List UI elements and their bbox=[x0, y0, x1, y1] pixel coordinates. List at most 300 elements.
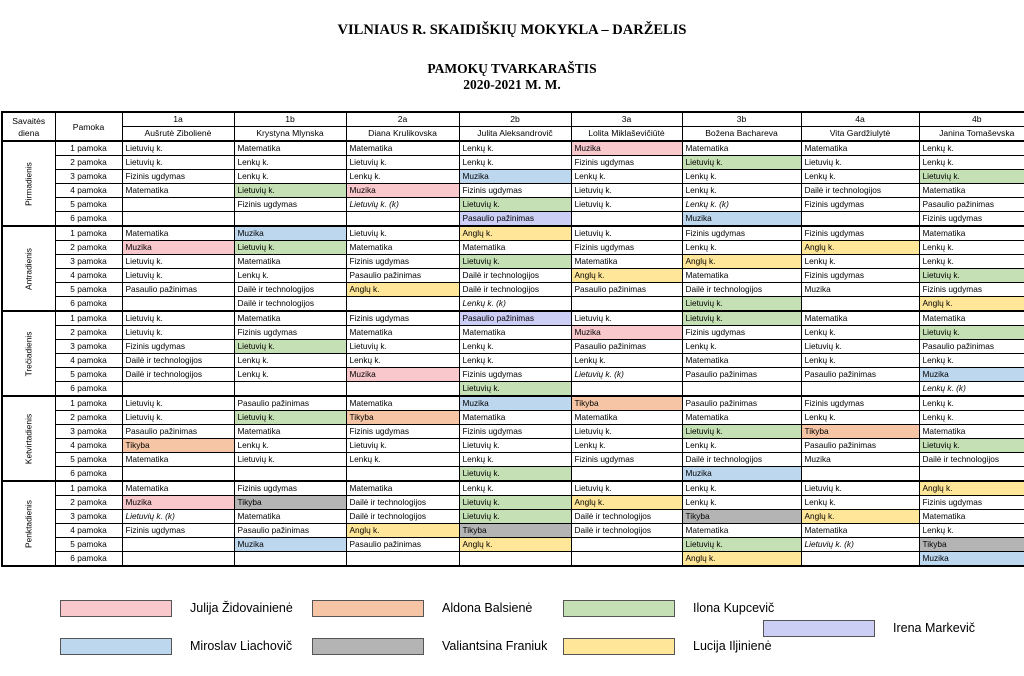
subject-cell: Lietuvių k. bbox=[459, 255, 571, 269]
subject-cell: Lietuvių k. bbox=[919, 439, 1024, 453]
subject-cell: Pasaulio pažinimas bbox=[801, 368, 919, 382]
subject-cell: Anglų k. bbox=[571, 269, 682, 283]
subject-cell: Muzika bbox=[571, 141, 682, 156]
subject-cell: Muzika bbox=[234, 226, 346, 241]
subject-cell: Matematika bbox=[459, 241, 571, 255]
legend-label: Julija Židovainienė bbox=[190, 601, 293, 615]
subject-cell: Lietuvių k. bbox=[801, 481, 919, 496]
subject-cell bbox=[571, 538, 682, 552]
subject-cell: Lenkų k. (k) bbox=[682, 198, 801, 212]
subject-cell: Lenkų k. bbox=[801, 354, 919, 368]
subject-cell: Matematika bbox=[919, 311, 1024, 326]
lesson-row bbox=[2, 425, 1024, 439]
subject-cell: Dailė ir technologijos bbox=[234, 297, 346, 312]
subject-cell: Lietuvių k. (k) bbox=[571, 368, 682, 382]
subject-cell: Lietuvių k. bbox=[122, 411, 234, 425]
schedule-doc-title: PAMOKŲ TVARKARAŠTIS bbox=[427, 61, 597, 76]
subject-cell: Dailė ir technologijos bbox=[919, 453, 1024, 467]
class-teacher: Diana Krulikovska bbox=[346, 127, 459, 142]
subject-cell: Pasaulio pažinimas bbox=[234, 396, 346, 411]
subject-cell: Tikyba bbox=[919, 538, 1024, 552]
lesson-number: 3 pamoka bbox=[55, 170, 122, 184]
day-cell bbox=[2, 226, 55, 311]
subject-cell: Lenkų k. bbox=[459, 453, 571, 467]
lesson-row bbox=[2, 552, 1024, 567]
subject-cell: Matematika bbox=[234, 425, 346, 439]
subject-cell: Fizinis ugdymas bbox=[801, 198, 919, 212]
header-day: Savaitės diena bbox=[2, 112, 55, 141]
subject-cell bbox=[234, 382, 346, 397]
subject-cell: Pasaulio pažinimas bbox=[801, 439, 919, 453]
subject-cell: Tikyba bbox=[459, 524, 571, 538]
subject-cell: Fizinis ugdymas bbox=[459, 368, 571, 382]
subject-cell: Matematika bbox=[459, 326, 571, 340]
lesson-row bbox=[2, 467, 1024, 482]
header-lesson: Pamoka bbox=[55, 112, 122, 141]
subject-cell: Anglų k. bbox=[801, 241, 919, 255]
subject-cell: Matematika bbox=[919, 226, 1024, 241]
legend-label: Irena Markevič bbox=[893, 621, 975, 635]
subject-cell: Matematika bbox=[234, 311, 346, 326]
subject-cell: Lietuvių k. bbox=[122, 396, 234, 411]
subject-cell: Lietuvių k. bbox=[234, 411, 346, 425]
class-code: 1a bbox=[122, 112, 234, 127]
subject-cell: Anglų k. bbox=[571, 496, 682, 510]
subject-cell bbox=[234, 552, 346, 567]
subject-cell: Muzika bbox=[682, 212, 801, 227]
lesson-number: 4 pamoka bbox=[55, 269, 122, 283]
subject-cell: Fizinis ugdymas bbox=[682, 326, 801, 340]
lesson-row bbox=[2, 411, 1024, 425]
lesson-row bbox=[2, 184, 1024, 198]
subject-cell: Muzika bbox=[234, 538, 346, 552]
lesson-number: 2 pamoka bbox=[55, 496, 122, 510]
subject-cell: Lenkų k. bbox=[234, 269, 346, 283]
subject-cell bbox=[122, 382, 234, 397]
subject-cell bbox=[346, 297, 459, 312]
day-label: Penktadienis bbox=[23, 499, 34, 548]
class-teacher: Aušrutė Zibolienė bbox=[122, 127, 234, 142]
day-cell bbox=[2, 311, 55, 396]
subject-cell bbox=[801, 467, 919, 482]
class-teacher: Božena Bachareva bbox=[682, 127, 801, 142]
subject-cell: Muzika bbox=[122, 496, 234, 510]
subject-cell: Fizinis ugdymas bbox=[801, 269, 919, 283]
subject-cell: Tikyba bbox=[682, 510, 801, 524]
subject-cell bbox=[571, 467, 682, 482]
class-code: 3b bbox=[682, 112, 801, 127]
lesson-number: 5 pamoka bbox=[55, 538, 122, 552]
subject-cell: Fizinis ugdymas bbox=[801, 226, 919, 241]
class-teacher: Krystyna Mlynska bbox=[234, 127, 346, 142]
lesson-number: 3 pamoka bbox=[55, 340, 122, 354]
lesson-row bbox=[2, 297, 1024, 312]
legend-swatch bbox=[60, 638, 172, 655]
subject-cell bbox=[801, 297, 919, 312]
subject-cell: Lietuvių k. bbox=[459, 467, 571, 482]
subject-cell: Lenkų k. bbox=[919, 241, 1024, 255]
subject-cell bbox=[571, 382, 682, 397]
subject-cell: Fizinis ugdymas bbox=[459, 425, 571, 439]
lesson-row bbox=[2, 340, 1024, 354]
class-code: 4b bbox=[919, 112, 1024, 127]
subject-cell: Tikyba bbox=[234, 496, 346, 510]
subject-cell: Lenkų k. bbox=[682, 184, 801, 198]
subject-cell bbox=[571, 212, 682, 227]
lesson-number: 5 pamoka bbox=[55, 198, 122, 212]
subject-cell: Lietuvių k. (k) bbox=[801, 538, 919, 552]
subject-cell: Tikyba bbox=[801, 425, 919, 439]
subject-cell: Pasaulio pažinimas bbox=[919, 340, 1024, 354]
subject-cell: Matematika bbox=[682, 141, 801, 156]
subject-cell bbox=[682, 382, 801, 397]
subject-cell: Fizinis ugdymas bbox=[919, 496, 1024, 510]
lesson-number: 1 pamoka bbox=[55, 481, 122, 496]
subject-cell: Lietuvių k. bbox=[346, 439, 459, 453]
subject-cell: Pasaulio pažinimas bbox=[122, 283, 234, 297]
class-code: 3a bbox=[571, 112, 682, 127]
class-teacher: Vita Gardžiulytė bbox=[801, 127, 919, 142]
subject-cell: Lietuvių k. bbox=[122, 311, 234, 326]
subject-cell: Pasaulio pažinimas bbox=[682, 368, 801, 382]
subject-cell: Fizinis ugdymas bbox=[571, 156, 682, 170]
subject-cell: Anglų k. bbox=[346, 283, 459, 297]
subject-cell: Muzika bbox=[571, 326, 682, 340]
subject-cell: Fizinis ugdymas bbox=[571, 453, 682, 467]
class-code: 2a bbox=[346, 112, 459, 127]
lesson-number: 3 pamoka bbox=[55, 255, 122, 269]
lesson-number: 1 pamoka bbox=[55, 141, 122, 156]
subject-cell: Lenkų k. bbox=[571, 170, 682, 184]
subject-cell: Lietuvių k. bbox=[682, 156, 801, 170]
subject-cell bbox=[346, 552, 459, 567]
subject-cell: Matematika bbox=[571, 411, 682, 425]
subject-cell: Matematika bbox=[122, 184, 234, 198]
legend-label: Valiantsina Franiuk bbox=[442, 639, 548, 653]
subject-cell: Dailė ir technologijos bbox=[346, 496, 459, 510]
subject-cell: Dailė ir technologijos bbox=[682, 453, 801, 467]
subject-cell: Fizinis ugdymas bbox=[122, 170, 234, 184]
subject-cell bbox=[346, 212, 459, 227]
subject-cell: Lietuvių k. (k) bbox=[346, 198, 459, 212]
subject-cell bbox=[122, 297, 234, 312]
subject-cell: Lietuvių k. bbox=[571, 184, 682, 198]
subject-cell: Lietuvių k. bbox=[459, 198, 571, 212]
class-teacher: Janina Tomaševska bbox=[919, 127, 1024, 142]
lesson-row bbox=[2, 396, 1024, 411]
lesson-number: 6 pamoka bbox=[55, 297, 122, 312]
subject-cell: Fizinis ugdymas bbox=[346, 255, 459, 269]
subject-cell bbox=[122, 552, 234, 567]
legend-swatch bbox=[763, 620, 875, 637]
lesson-number: 6 pamoka bbox=[55, 552, 122, 567]
subject-cell bbox=[801, 552, 919, 567]
lesson-row bbox=[2, 269, 1024, 283]
lesson-row bbox=[2, 354, 1024, 368]
subject-cell: Lietuvių k. bbox=[346, 340, 459, 354]
lesson-number: 1 pamoka bbox=[55, 311, 122, 326]
subject-cell: Anglų k. bbox=[919, 481, 1024, 496]
subject-cell: Anglų k. bbox=[459, 226, 571, 241]
subject-cell: Dailė ir technologijos bbox=[571, 524, 682, 538]
subject-cell: Pasaulio pažinimas bbox=[571, 340, 682, 354]
lesson-number: 1 pamoka bbox=[55, 396, 122, 411]
subject-cell: Fizinis ugdymas bbox=[122, 340, 234, 354]
subject-cell: Lenkų k. bbox=[919, 396, 1024, 411]
legend-label: Miroslav Liachovič bbox=[190, 639, 293, 653]
lesson-row bbox=[2, 368, 1024, 382]
subject-cell bbox=[919, 467, 1024, 482]
subject-cell: Lietuvių k. bbox=[682, 311, 801, 326]
subject-cell: Lenkų k. bbox=[919, 354, 1024, 368]
subject-cell: Lenkų k. bbox=[919, 411, 1024, 425]
subject-cell: Muzika bbox=[919, 552, 1024, 567]
subject-cell: Matematika bbox=[122, 226, 234, 241]
subject-cell bbox=[122, 467, 234, 482]
subject-cell: Lietuvių k. bbox=[346, 226, 459, 241]
legend-swatch bbox=[60, 600, 172, 617]
subject-cell: Matematika bbox=[801, 141, 919, 156]
subject-cell: Lietuvių k. bbox=[919, 269, 1024, 283]
lesson-number: 4 pamoka bbox=[55, 439, 122, 453]
subject-cell: Anglų k. bbox=[346, 524, 459, 538]
lesson-row bbox=[2, 538, 1024, 552]
subject-cell: Dailė ir technologijos bbox=[122, 354, 234, 368]
subject-cell: Matematika bbox=[919, 184, 1024, 198]
subject-cell: Lenkų k. bbox=[801, 326, 919, 340]
subject-cell: Lenkų k. bbox=[919, 156, 1024, 170]
subject-cell: Lietuvių k. bbox=[122, 141, 234, 156]
subject-cell: Fizinis ugdymas bbox=[801, 396, 919, 411]
subject-cell: Lenkų k. bbox=[571, 439, 682, 453]
subject-cell: Lenkų k. bbox=[234, 439, 346, 453]
lesson-row bbox=[2, 453, 1024, 467]
subject-cell: Matematika bbox=[234, 255, 346, 269]
day-label: Antradienis bbox=[23, 247, 34, 290]
subject-cell: Dailė ir technologijos bbox=[122, 368, 234, 382]
school-year: 2020-2021 M. M. bbox=[463, 77, 561, 92]
legend-label: Lucija Iljinienė bbox=[693, 639, 772, 653]
lesson-row bbox=[2, 283, 1024, 297]
subject-cell: Tikyba bbox=[571, 396, 682, 411]
subject-cell: Anglų k. bbox=[459, 538, 571, 552]
lesson-row bbox=[2, 170, 1024, 184]
subject-cell: Lietuvių k. bbox=[234, 340, 346, 354]
lesson-number: 6 pamoka bbox=[55, 467, 122, 482]
legend-swatch bbox=[563, 600, 675, 617]
subject-cell: Fizinis ugdymas bbox=[459, 184, 571, 198]
lesson-number: 6 pamoka bbox=[55, 382, 122, 397]
lesson-number: 2 pamoka bbox=[55, 411, 122, 425]
subject-cell: Pasaulio pažinimas bbox=[459, 212, 571, 227]
subject-cell: Lietuvių k. bbox=[459, 510, 571, 524]
subject-cell: Lietuvių k. bbox=[919, 170, 1024, 184]
subject-cell: Dailė ir technologijos bbox=[346, 510, 459, 524]
lesson-number: 2 pamoka bbox=[55, 241, 122, 255]
day-label: Pirmadienis bbox=[23, 161, 34, 206]
subject-cell: Pasaulio pažinimas bbox=[571, 283, 682, 297]
subject-cell: Matematika bbox=[234, 510, 346, 524]
subject-cell: Lenkų k. bbox=[459, 340, 571, 354]
subject-cell: Lietuvių k. bbox=[801, 340, 919, 354]
subject-cell bbox=[122, 198, 234, 212]
subject-cell bbox=[234, 467, 346, 482]
lesson-number: 3 pamoka bbox=[55, 510, 122, 524]
class-teacher: Lolita Miklaševičiūtė bbox=[571, 127, 682, 142]
subject-cell: Matematika bbox=[346, 141, 459, 156]
subject-cell: Fizinis ugdymas bbox=[234, 481, 346, 496]
lesson-number: 6 pamoka bbox=[55, 212, 122, 227]
lesson-row bbox=[2, 241, 1024, 255]
lesson-number: 4 pamoka bbox=[55, 354, 122, 368]
subject-cell: Matematika bbox=[682, 411, 801, 425]
subject-cell: Lenkų k. bbox=[234, 368, 346, 382]
subject-cell: Lietuvių k. bbox=[571, 311, 682, 326]
subject-cell: Fizinis ugdymas bbox=[919, 283, 1024, 297]
subject-cell: Pasaulio pažinimas bbox=[346, 538, 459, 552]
subject-cell: Lietuvių k. bbox=[682, 297, 801, 312]
subject-cell: Lietuvių k. bbox=[122, 326, 234, 340]
subject-cell: Fizinis ugdymas bbox=[234, 198, 346, 212]
subject-cell: Pasaulio pažinimas bbox=[234, 524, 346, 538]
lesson-number: 5 pamoka bbox=[55, 453, 122, 467]
subject-cell: Matematika bbox=[346, 396, 459, 411]
subject-cell: Matematika bbox=[346, 326, 459, 340]
subject-cell: Lenkų k. bbox=[801, 255, 919, 269]
subject-cell: Lenkų k. bbox=[682, 439, 801, 453]
subject-cell: Lenkų k. bbox=[919, 524, 1024, 538]
subject-cell: Lenkų k. bbox=[459, 481, 571, 496]
subject-cell: Matematika bbox=[459, 411, 571, 425]
lesson-number: 2 pamoka bbox=[55, 156, 122, 170]
subject-cell bbox=[571, 552, 682, 567]
subject-cell: Muzika bbox=[346, 368, 459, 382]
lesson-number: 1 pamoka bbox=[55, 226, 122, 241]
subject-cell: Lenkų k. bbox=[346, 453, 459, 467]
subject-cell: Lietuvių k. bbox=[571, 481, 682, 496]
subject-cell: Lenkų k. bbox=[919, 141, 1024, 156]
subject-cell: Lenkų k. bbox=[234, 354, 346, 368]
lesson-row bbox=[2, 156, 1024, 170]
subject-cell: Fizinis ugdymas bbox=[919, 212, 1024, 227]
subject-cell bbox=[122, 212, 234, 227]
day-cell bbox=[2, 396, 55, 481]
subject-cell: Lenkų k. (k) bbox=[459, 297, 571, 312]
lesson-row bbox=[2, 226, 1024, 241]
class-code: 2b bbox=[459, 112, 571, 127]
subject-cell: Matematika bbox=[122, 453, 234, 467]
subject-cell: Lenkų k. bbox=[234, 156, 346, 170]
timetable bbox=[1, 111, 1024, 567]
subject-cell bbox=[346, 382, 459, 397]
subject-cell: Matematika bbox=[801, 311, 919, 326]
subject-cell: Matematika bbox=[346, 481, 459, 496]
subject-cell: Pasaulio pažinimas bbox=[346, 269, 459, 283]
lesson-row bbox=[2, 510, 1024, 524]
subject-cell: Muzika bbox=[122, 241, 234, 255]
subject-cell: Matematika bbox=[346, 241, 459, 255]
subject-cell: Lenkų k. bbox=[682, 241, 801, 255]
lesson-row bbox=[2, 311, 1024, 326]
subject-cell: Lietuvių k. bbox=[919, 326, 1024, 340]
subject-cell bbox=[801, 382, 919, 397]
subject-cell: Lietuvių k. bbox=[571, 198, 682, 212]
lesson-row bbox=[2, 198, 1024, 212]
subject-cell: Pasaulio pažinimas bbox=[122, 425, 234, 439]
subject-cell: Lietuvių k. bbox=[234, 453, 346, 467]
subject-cell: Muzika bbox=[346, 184, 459, 198]
subject-cell bbox=[122, 538, 234, 552]
subject-cell: Anglų k. bbox=[682, 552, 801, 567]
schedule-title bbox=[0, 61, 1024, 93]
subject-cell bbox=[571, 297, 682, 312]
subject-cell: Fizinis ugdymas bbox=[571, 241, 682, 255]
subject-cell bbox=[459, 552, 571, 567]
subject-cell: Lietuvių k. bbox=[346, 156, 459, 170]
subject-cell: Lenkų k. bbox=[682, 340, 801, 354]
subject-cell: Lenkų k. bbox=[459, 141, 571, 156]
subject-cell: Lenkų k. bbox=[459, 354, 571, 368]
subject-cell: Lietuvių k. bbox=[459, 496, 571, 510]
subject-cell: Tikyba bbox=[122, 439, 234, 453]
subject-cell: Tikyba bbox=[346, 411, 459, 425]
lesson-row bbox=[2, 141, 1024, 156]
subject-cell bbox=[801, 212, 919, 227]
day-cell bbox=[2, 481, 55, 566]
subject-cell: Lietuvių k. bbox=[571, 226, 682, 241]
subject-cell: Muzika bbox=[682, 467, 801, 482]
lesson-row bbox=[2, 439, 1024, 453]
subject-cell: Fizinis ugdymas bbox=[122, 524, 234, 538]
subject-cell: Pasaulio pažinimas bbox=[919, 198, 1024, 212]
subject-cell: Lenkų k. (k) bbox=[919, 382, 1024, 397]
subject-cell: Lietuvių k. bbox=[682, 538, 801, 552]
subject-cell: Dailė ir technologijos bbox=[682, 283, 801, 297]
subject-cell: Lenkų k. bbox=[801, 170, 919, 184]
subject-cell: Pasaulio pažinimas bbox=[459, 311, 571, 326]
subject-cell: Lenkų k. bbox=[682, 481, 801, 496]
subject-cell: Muzika bbox=[801, 453, 919, 467]
subject-cell: Lietuvių k. bbox=[122, 255, 234, 269]
subject-cell: Anglų k. bbox=[919, 297, 1024, 312]
subject-cell: Matematika bbox=[682, 354, 801, 368]
subject-cell: Lietuvių k. bbox=[459, 382, 571, 397]
subject-cell: Fizinis ugdymas bbox=[346, 425, 459, 439]
subject-cell: Muzika bbox=[801, 283, 919, 297]
subject-cell: Fizinis ugdymas bbox=[682, 226, 801, 241]
subject-cell bbox=[234, 212, 346, 227]
lesson-row bbox=[2, 255, 1024, 269]
subject-cell: Muzika bbox=[459, 396, 571, 411]
lesson-number: 3 pamoka bbox=[55, 425, 122, 439]
subject-cell: Dailė ir technologijos bbox=[801, 184, 919, 198]
lesson-number: 4 pamoka bbox=[55, 524, 122, 538]
subject-cell: Dailė ir technologijos bbox=[459, 283, 571, 297]
day-cell bbox=[2, 141, 55, 226]
day-label: Ketvirtadienis bbox=[23, 413, 34, 464]
subject-cell: Lietuvių k. bbox=[571, 425, 682, 439]
subject-cell: Fizinis ugdymas bbox=[234, 326, 346, 340]
subject-cell: Lenkų k. bbox=[682, 170, 801, 184]
legend-label: Ilona Kupcevič bbox=[693, 601, 775, 615]
lesson-number: 5 pamoka bbox=[55, 283, 122, 297]
legend-swatch bbox=[563, 638, 675, 655]
subject-cell: Lietuvių k. bbox=[234, 241, 346, 255]
subject-cell: Lenkų k. bbox=[571, 354, 682, 368]
subject-cell: Anglų k. bbox=[682, 255, 801, 269]
subject-cell: Lietuvių k. bbox=[801, 156, 919, 170]
subject-cell: Lietuvių k. bbox=[122, 156, 234, 170]
